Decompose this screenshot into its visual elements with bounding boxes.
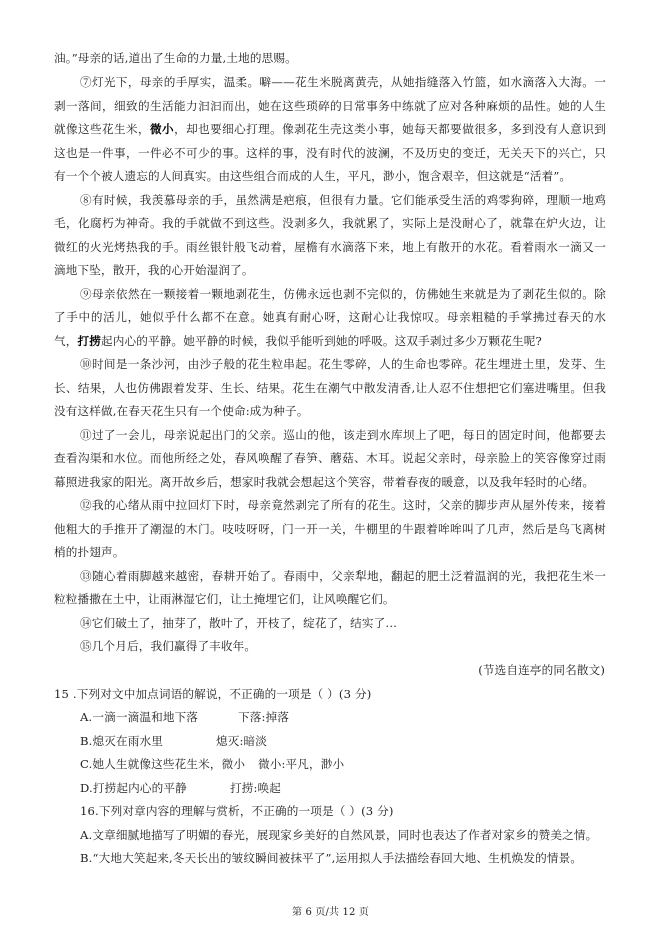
paragraph-7-line: ⑦灯光下，母亲的手厚实，温柔。噼——花生米脱离黄壳，从她指缝落入竹篮，如水滴落入大海。一 — [80, 75, 606, 89]
question-15-option-d — [80, 780, 610, 797]
paragraph-11-line: 查看沟渠和水位。而他所经之处，春风唤醒了春笋、蘑菇、木耳。说起父亲时，母亲脸上的笑容像穿过雨 — [54, 451, 606, 465]
option-gloss: 下落:掉落 — [238, 710, 290, 724]
text-segment: 气， — [54, 334, 78, 348]
text-segment: 起内心的平静。她平静的时候，我似乎能听到她的呼吸。这双手剥过多少万颗花生呢? — [101, 334, 542, 348]
paragraph-7-line: 有一个个被人遗忘的人间真实。由这些组合而成的人生，平凡，渺小，饱含艰辛，但这就是“活着”。 — [54, 169, 572, 183]
paragraph-10-line: 没有这样做,在春天花生只有一个使命:成为种子。 — [54, 404, 309, 418]
text-segment: 就像这些花生米， — [54, 122, 151, 136]
paragraph-12-line: 梢的扑翅声。 — [54, 545, 125, 559]
question-15-stem: 15 .下列对文中加点词语的解说，不正确的一项是（ ）(3 分) — [54, 687, 372, 701]
paragraph-9-line: ⑨母亲依然在一颗接着一颗地剥花生，仿佛永远也剥不完似的，仿佛她生来就是为了剥花生似的。除 — [80, 287, 606, 301]
question-16-option-b: B.“大地大笑起来,冬天长出的皱纹瞬间被抹平了”,运用拟人手法描绘春回大地、生机焕发的情景。 — [80, 851, 583, 865]
paragraph-10-line: 长、结果，人也仿佛跟着发芽、生长、结果。花生在潮气中散发清香,让人忍不住想把它们塞进嘴里。但我 — [54, 381, 606, 395]
paragraph-9-line — [54, 333, 606, 350]
option-gloss: 微小:平凡，渺小 — [258, 757, 345, 771]
paragraph-7-line: 剥一落间，细致的生活能力汩汩而出，她在这些琐碎的日常事务中练就了应对各种麻烦的品性。她的人生 — [54, 99, 606, 113]
option-text: B.熄灭在雨水里 — [80, 734, 163, 748]
paragraph-7-line — [54, 121, 606, 138]
option-text: D.打捞起内心的平静 — [80, 781, 187, 795]
paragraph-15-line: ⑮几个月后，我们赢得了丰收年。 — [80, 639, 257, 653]
paragraph-8-line: 滴地下坠，散开，我的心开始湿润了。 — [54, 263, 254, 277]
paragraph-13-line: ⑬随心着雨脚越来越密，春耕开始了。春雨中，父亲犁地，翻起的肥土泛着温润的光，我把花生米一 — [80, 569, 606, 583]
source-citation: (节选自连亭的同名散文) — [478, 663, 605, 677]
question-15-option-b — [80, 733, 610, 750]
question-16-stem: 16.下列对章内容的理解与赏析，不正确的一项是（ ）(3 分) — [80, 804, 394, 818]
page-number: 第 6 页/共 12 页 — [292, 907, 369, 918]
paragraph-10-line: ⑩时间是一条沙河，由沙子般的花生粒串起。花生零碎，人的生命也零碎。花生埋进土里，发芽、生 — [80, 357, 606, 371]
paragraph-13-line: 粒粒播撒在土中，让雨淋湿它们，让土掩埋它们，让风唤醒它们。 — [54, 592, 395, 606]
paragraph-7-line: 这也是一件事，一件必不可少的事。这样的事，没有时代的波澜，不及历史的变迁，无关天下的兴亡，只 — [54, 146, 606, 160]
option-gloss: 打捞:唤起 — [230, 781, 282, 795]
paragraph-12-line: ⑫我的心绪从雨中拉回灯下时，母亲竟然剥完了所有的花生。这时，父亲的脚步声从屋外传来，接着 — [80, 498, 606, 512]
option-text: C.她人生就像这些花生米，微小 — [80, 757, 246, 771]
paragraph-8-line: 毛，化腐朽为神奇。我的手就做不到这些。没剥多久，我就累了，实际上是没耐心了，就靠在炉火边，让 — [54, 216, 606, 230]
option-text: A.一滴一滴温和地下落 — [80, 710, 199, 724]
paragraph-9-line: 了手中的活儿，她似乎什么都不在意。她真有耐心呀，这耐心让我惊叹。母亲粗糙的手掌拂过春天的水 — [54, 310, 606, 324]
paragraph-11-line: 幕照进我家的阳光。离开故乡后，想家时我就会想起这个笑容，带着春夜的暖意，以及我年轻时的心绪。 — [54, 475, 595, 489]
paragraph-8-line: ⑧有时候，我羡慕母亲的手，虽然满是疤痕，但很有力量。它们能承受生活的鸡零狗碎，理顺一地鸡 — [80, 193, 606, 207]
highlighted-word: 微小 — [150, 122, 175, 136]
option-gloss: 熄灭:暗淡 — [216, 734, 268, 748]
text-segment: ，却也要细心打理。像剥花生壳这类小事，她每天都要做很多，多到没有人意识到 — [174, 122, 606, 136]
question-16-option-a: A.文章细腻地描写了明媚的春光，展现家乡美好的自然风景，同时也表达了作者对家乡的赞美之情。 — [80, 828, 598, 842]
paragraph-line: 油。”母亲的话,道出了生命的力量,土地的思赐。 — [54, 51, 297, 65]
paragraph-12-line: 他粗大的手推开了潮湿的木门。吱吱呀呀，门一开一关，牛棚里的牛跟着哞哞叫了几声，然后是鸟飞离树 — [54, 522, 606, 536]
question-15-option-a — [80, 709, 610, 726]
highlighted-word: 打捞 — [77, 334, 101, 348]
paragraph-11-line: ⑪过了一会儿，母亲说起出门的父亲。巡山的他，该走到水库坝上了吧，每日的固定时间，他都要去 — [80, 428, 606, 442]
paragraph-8-line: 微红的火光烤热我的手。雨丝银针般飞动着，屋檐有水滴落下来，地上有散开的水花。看着雨水一滴又一 — [54, 240, 606, 254]
question-15-option-c — [80, 756, 610, 773]
paragraph-14-line: ⑭它们破土了，抽芽了，散叶了，开枝了，绽花了，结实了… — [80, 616, 398, 630]
